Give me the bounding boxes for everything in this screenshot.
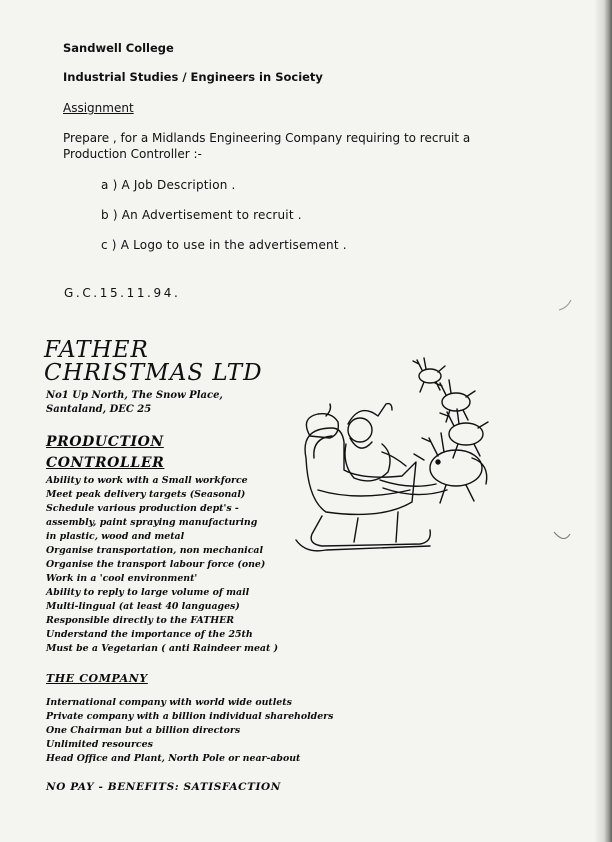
company-address-line1: No1 Up North, The Snow Place, — [46, 390, 223, 401]
sleigh — [296, 428, 430, 551]
company-name-line1: FATHER — [44, 337, 149, 363]
job-title-line2: CONTROLLER — [46, 455, 165, 471]
assignment-prompt-line1: Prepare , for a Midlands Engineering Company requiring to recruit a — [63, 131, 471, 145]
requirement-item: Work in a 'cool environment' — [46, 573, 198, 584]
margin-mark-icon — [556, 296, 576, 316]
santa-figure — [345, 404, 406, 481]
job-title-line1: PRODUCTION — [46, 434, 164, 450]
company-point-item: Unlimited resources — [46, 739, 153, 750]
requirement-item: Multi-lingual (at least 40 languages) — [46, 601, 240, 612]
college-name: Sandwell College — [63, 41, 174, 55]
requirement-item: Organise transportation, non mechanical — [46, 545, 264, 556]
company-point-item: Private company with a billion individual shareholders — [46, 711, 334, 722]
margin-mark-icon — [552, 526, 572, 546]
reindeer-figure — [435, 380, 475, 422]
requirement-item: Schedule various production dept's - — [46, 503, 239, 514]
company-section-heading: THE COMPANY — [46, 672, 148, 685]
requirement-item: Responsible directly to the FATHER — [46, 615, 235, 626]
company-point-item: Head Office and Plant, North Pole or near-about — [46, 753, 301, 764]
assignment-item-a: a ) A Job Description . — [101, 178, 236, 192]
requirement-item: Organise the transport labour force (one) — [46, 559, 266, 570]
assignment-heading: Assignment — [63, 101, 134, 115]
reindeer-figure — [413, 358, 445, 392]
assignment-item-b: b ) An Advertisement to recruit . — [101, 208, 302, 222]
requirement-item: Ability to work with a Small workforce — [46, 475, 248, 486]
company-name-line2: CHRISTMAS LTD — [44, 360, 263, 386]
company-point-item: International company with world wide outlets — [46, 697, 292, 708]
santa-sleigh-logo — [288, 340, 506, 560]
requirement-item: assembly, paint spraying manufacturing — [46, 517, 258, 528]
assignment-prompt-line2: Production Controller :- — [63, 147, 202, 161]
requirement-item: Ability to reply to large volume of mail — [46, 587, 250, 598]
scanned-page-edge — [594, 0, 612, 842]
course-name: Industrial Studies / Engineers in Society — [63, 70, 323, 84]
requirement-item: Must be a Vegetarian ( anti Raindeer meat ) — [46, 643, 279, 654]
company-address-line2: Santaland, DEC 25 — [46, 404, 152, 415]
requirement-item: Meet peak delivery targets (Seasonal) — [46, 489, 246, 500]
assignment-signoff: G.C.15.11.94. — [64, 286, 181, 300]
assignment-item-c: c ) A Logo to use in the advertisement . — [101, 238, 347, 252]
advert-footer: NO PAY - BENEFITS: SATISFACTION — [46, 781, 281, 793]
company-point-item: One Chairman but a billion directors — [46, 725, 241, 736]
requirement-item: in plastic, wood and metal — [46, 531, 185, 542]
requirement-item: Understand the importance of the 25th — [46, 629, 253, 640]
